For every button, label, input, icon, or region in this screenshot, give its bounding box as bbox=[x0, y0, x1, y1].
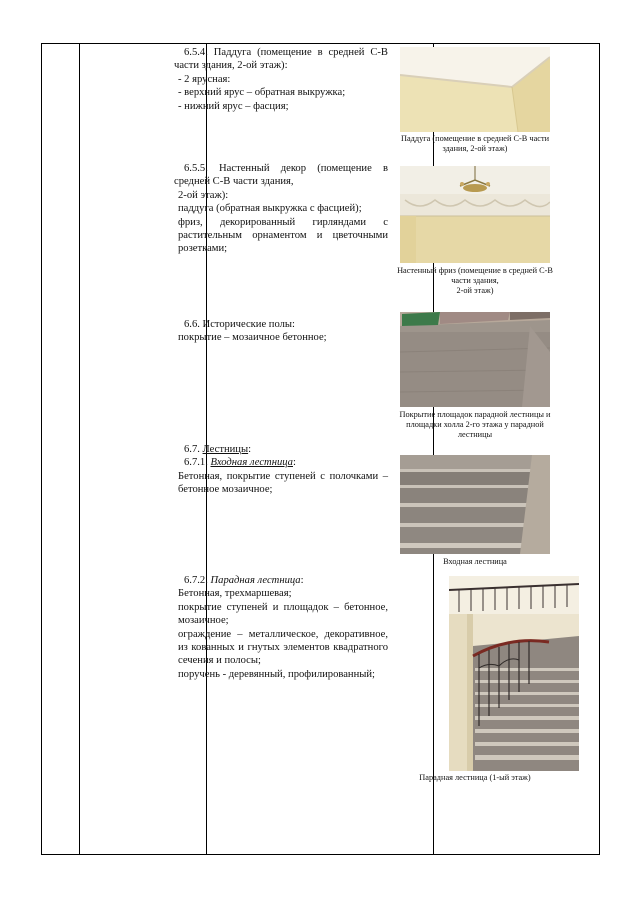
photo-mosaic-floor bbox=[400, 312, 550, 407]
text-line: - верхний ярус – обратная выкружка; bbox=[178, 87, 346, 99]
text-line: паддуга (обратная выкружка с фасцией); bbox=[178, 203, 362, 215]
section-heading bbox=[174, 443, 388, 456]
text-line: фриз, декорированный гирляндами с растительным орнаментом и цветочными розетками; bbox=[178, 216, 388, 255]
subsection-title: Входная лестница bbox=[210, 457, 293, 469]
caption-line: 2-ой этаж) bbox=[456, 286, 494, 296]
subsection-heading: 6.7.2. Парадная лестница: bbox=[184, 575, 304, 586]
subsection-heading: 6.7.1. Входная лестница: bbox=[184, 457, 296, 469]
section-heading: 6.5.5. Настенный декор (помещение в средней С-В части здания, bbox=[174, 163, 388, 188]
section-6-7 bbox=[174, 443, 388, 497]
text-line: - 2 ярусная: bbox=[178, 73, 231, 85]
caption-grand-staircase: Парадная лестница (1-ый этаж) bbox=[419, 773, 531, 782]
photo-grand-staircase bbox=[449, 576, 579, 771]
text-line: покрытие ступеней и площадок – бетонное, мозаичное; bbox=[178, 601, 388, 627]
heading-number: 6.7. bbox=[184, 444, 200, 455]
caption-wall-frieze bbox=[396, 266, 554, 297]
caption-line: Настенный фриз (помещение в средней С-В части здания, bbox=[397, 266, 553, 286]
section-heading: 6.6. Исторические полы: bbox=[184, 319, 295, 330]
photo-entrance-stairs bbox=[400, 455, 550, 554]
heading-title: Лестницы bbox=[202, 444, 249, 455]
text-line: ограждение – металлическое, декоративное, из кованных и гнутых элементов квадратного сечения и полосы; bbox=[178, 628, 388, 667]
photo-wall-frieze bbox=[400, 166, 550, 263]
subsection-number: 6.7.2. bbox=[184, 575, 208, 586]
text-line: 2-ой этаж): bbox=[178, 189, 229, 201]
text-line: поручень - деревянный, профилированный; bbox=[178, 668, 376, 680]
section-6-7-2 bbox=[174, 574, 388, 681]
caption-ceiling-cove: Паддуга (помещение в средней С-В части здания, 2-ой этаж) bbox=[400, 134, 550, 154]
photo-ceiling-cove bbox=[400, 47, 550, 132]
text-line: Бетонная, трехмаршевая; bbox=[178, 588, 292, 600]
section-6-5-5 bbox=[174, 162, 388, 256]
caption-mosaic-floor: Покрытие площадок парадной лестницы и площадки холла 2-го этажа у парадной лестницы bbox=[399, 410, 551, 440]
section-heading: 6.5.4. Паддуга (помещение в средней С-В части здания, 2-ой этаж): bbox=[174, 47, 388, 72]
text-line: Бетонная, покрытие ступеней с полочками – бетонное мозаичное; bbox=[178, 470, 388, 496]
text-line: покрытие – мозаичное бетонное; bbox=[178, 332, 327, 344]
text-line: - нижний ярус – фасция; bbox=[178, 100, 289, 112]
subsection-number: 6.7.1. bbox=[184, 457, 208, 469]
section-6-6 bbox=[174, 318, 388, 345]
section-6-5-4 bbox=[174, 46, 388, 113]
subsection-title: Парадная лестница bbox=[210, 575, 301, 586]
column-divider-1 bbox=[79, 44, 80, 854]
caption-entrance-stairs: Входная лестница bbox=[443, 557, 507, 566]
heading-colon: : bbox=[248, 444, 252, 455]
